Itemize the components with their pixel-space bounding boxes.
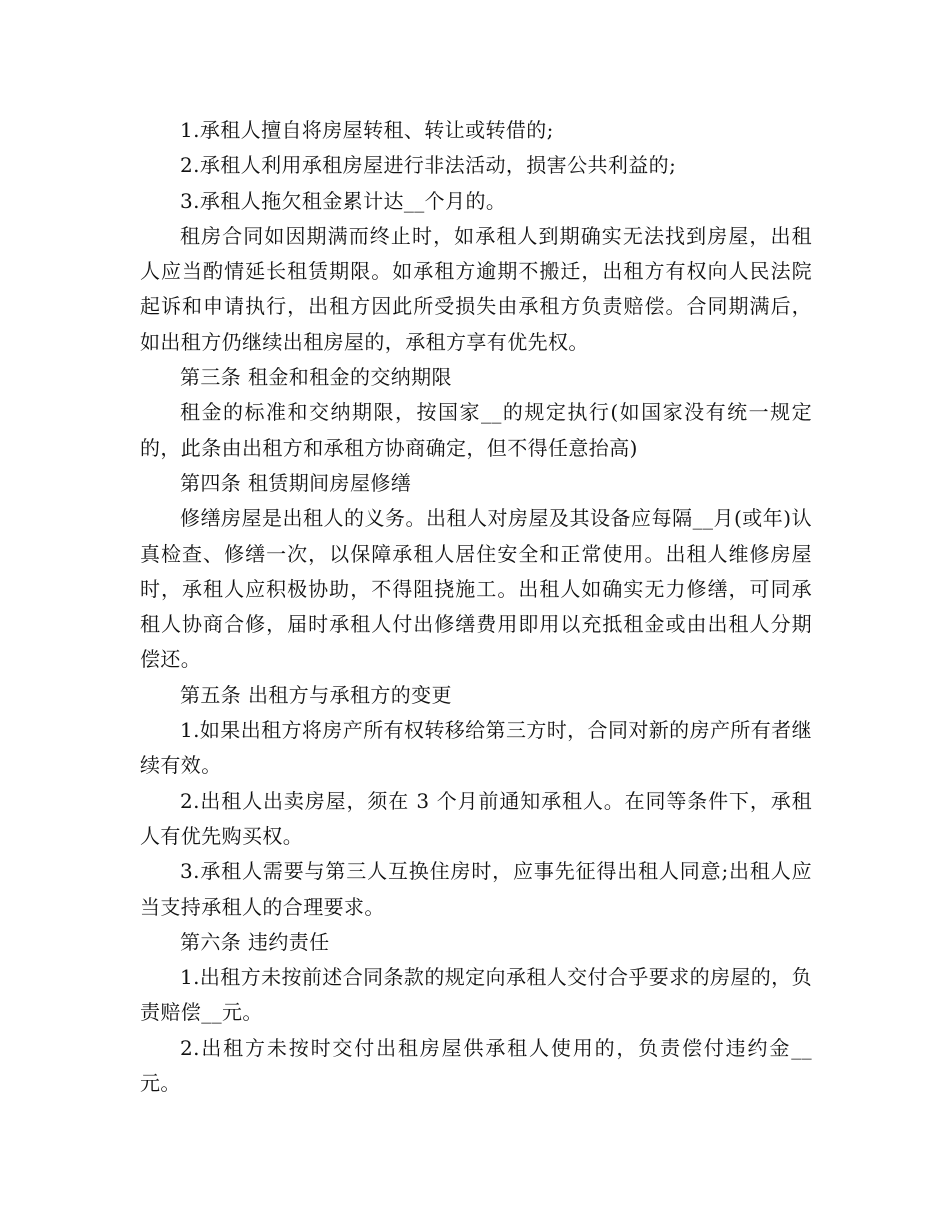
change-item-3: 3.承租人需要与第三人互换住房时，应事先征得出租人同意;出租人应当支持承租人的合理要求。	[140, 859, 812, 919]
liability-item-2: 2.出租方未按时交付出租房屋供承租人使用的，负责偿付违约金__元。	[140, 1035, 812, 1096]
change-item-2: 2.出租人出卖房屋，须在 3 个月前通知承租人。在同等条件下，承租人有优先购买权。	[140, 788, 812, 848]
termination-paragraph: 租房合同如因期满而终止时，如承租人到期确实无法找到房屋，出租人应当酌情延长租赁期限。如承租方逾期不搬迁，出租方有权向人民法院起诉和申请执行，出租方因此所受损失由承租方负责赔偿。合同期满后，如出租方仍继续出租房屋的，承租方享有优先权。	[140, 223, 812, 354]
clause-item-2: 2.承租人利用承租房屋进行非法活动，损害公共利益的;	[180, 153, 677, 178]
article-4-heading: 第四条 租赁期间房屋修缮	[180, 470, 412, 495]
article-3-heading: 第三条 租金和租金的交纳期限	[180, 365, 452, 390]
repair-paragraph: 修缮房屋是出租人的义务。出租人对房屋及其设备应每隔__月(或年)认真检查、修缮一次，以保障承租人居住安全和正常使用。出租人维修房屋时，承租人应积极协助，不得阻挠施工。出租人如确实无力修缮，可同承租人协商合修，届时承租人付出修缮费用即用以充抵租金或由出租人分期偿还。	[140, 506, 812, 672]
change-item-1: 1.如果出租方将房产所有权转移给第三方时，合同对新的房产所有者继续有效。	[140, 718, 812, 778]
article-5-heading: 第五条 出租方与承租方的变更	[180, 682, 452, 707]
liability-item-1: 1.出租方未按前述合同条款的规定向承租人交付合乎要求的房屋的，负责赔偿__元。	[140, 965, 812, 1025]
article-6-heading: 第六条 违约责任	[180, 929, 330, 954]
document-page	[140, 113, 812, 1101]
clause-item-3: 3.承租人拖欠租金累计达__个月的。	[180, 188, 507, 213]
rent-paragraph: 租金的标准和交纳期限，按国家__的规定执行(如国家没有统一规定的，此条由出租方和承租方协商确定，但不得任意抬高)	[140, 400, 812, 460]
clause-item-1: 1.承租人擅自将房屋转租、转让或转借的;	[180, 118, 554, 142]
